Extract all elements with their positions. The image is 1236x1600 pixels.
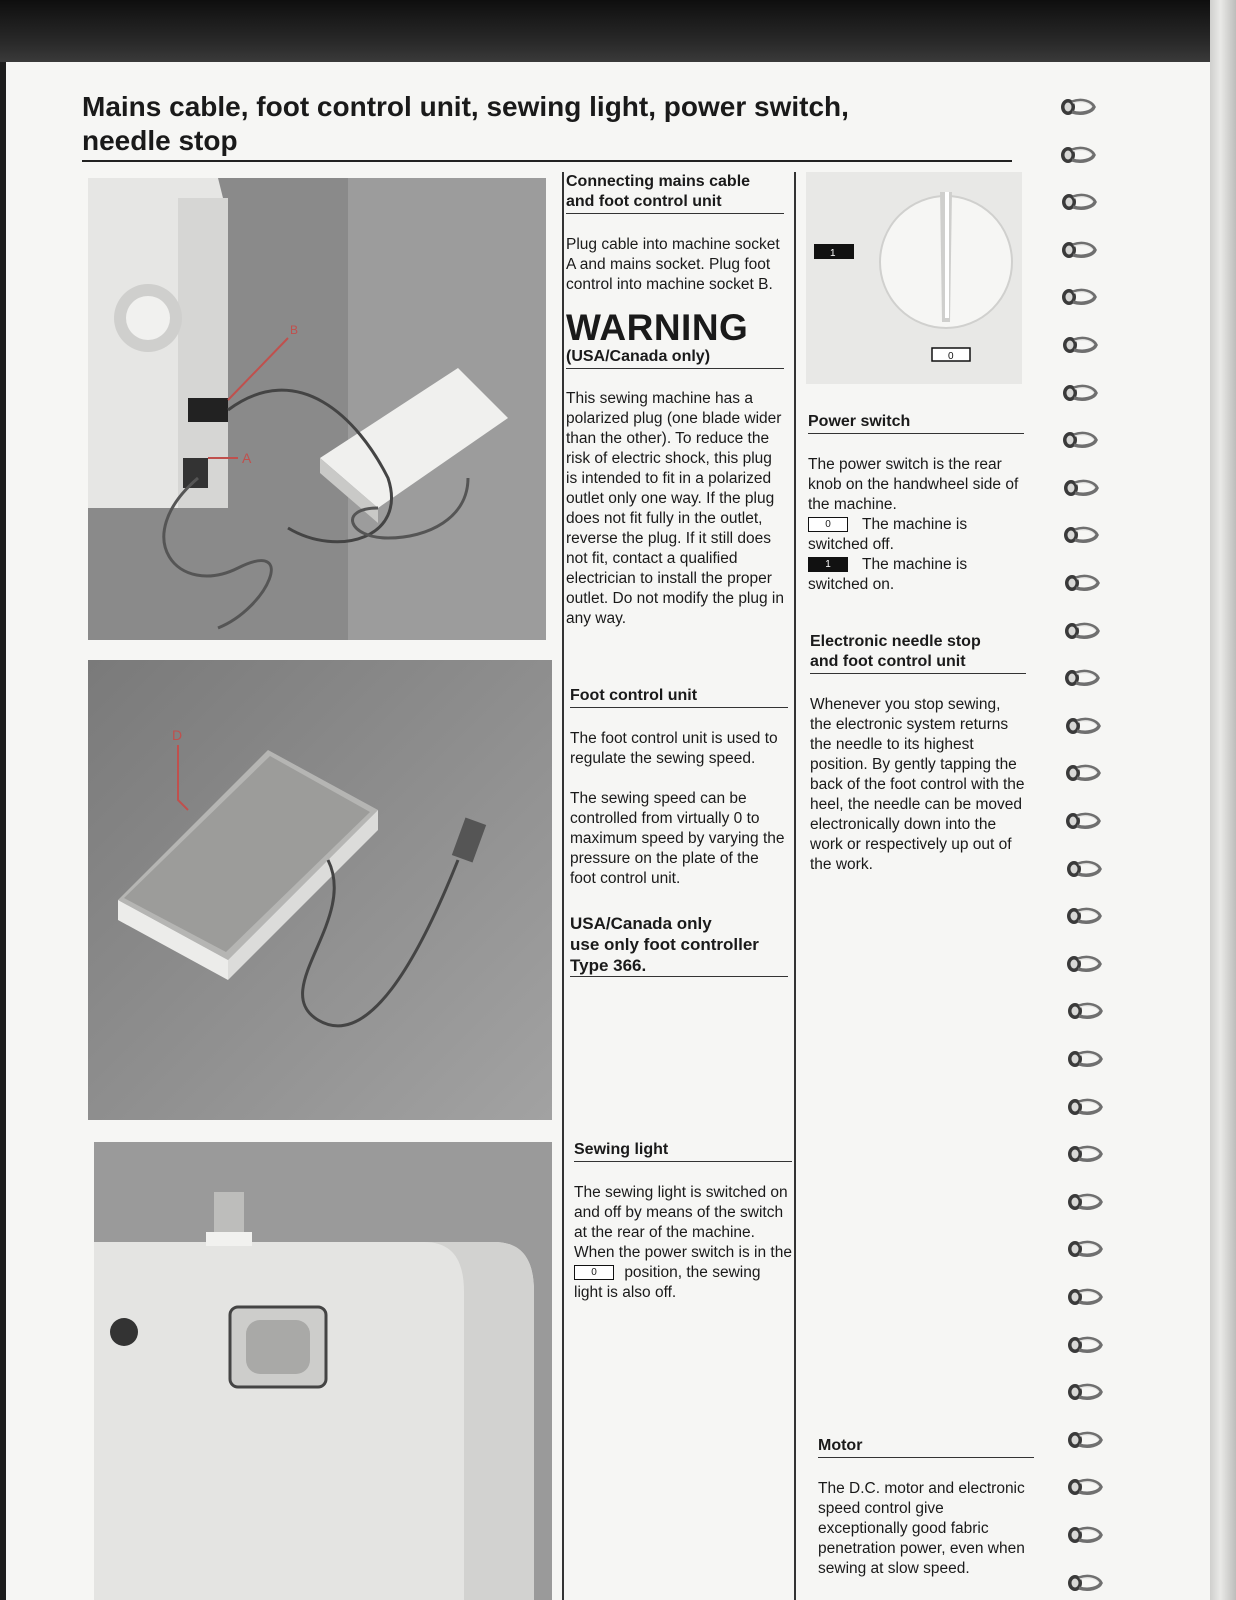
foot-control-text-2: The sewing speed can be controlled from virtually 0 to maximum speed by varying the pressure on the plate of the foot control unit. bbox=[570, 790, 785, 887]
binding-ring bbox=[1063, 524, 1099, 546]
off-position-symbol: 0 bbox=[574, 1265, 614, 1280]
warning-text: This sewing machine has a polarized plug (one blade wider than the other). To reduce the risk of electric shock, this plug is intended to fit in a polarized outlet only one way. If the plug does not fit fully in the outlet, reverse the plug. If it still does not fit, contact a qualified electrician to install the proper outlet. Do not modify the plug in any way. bbox=[566, 390, 784, 627]
binding-ring bbox=[1061, 191, 1097, 213]
binding-ring bbox=[1065, 715, 1101, 737]
page-right-edge bbox=[1210, 0, 1236, 1600]
needle-stop-heading: Electronic needle stop and foot control unit bbox=[810, 632, 1026, 674]
sewing-light-text-1: The sewing light is switched on and off by means of the switch at the rear of the machine. bbox=[574, 1184, 788, 1241]
binding-ring bbox=[1063, 477, 1099, 499]
photo-mains-cable bbox=[88, 178, 546, 640]
section-connecting bbox=[566, 172, 784, 629]
section-motor bbox=[818, 1436, 1034, 1579]
socket-b-label: B bbox=[290, 323, 299, 337]
connecting-heading: Connecting mains cable and foot control unit bbox=[566, 172, 784, 214]
binding-ring bbox=[1062, 382, 1098, 404]
motor-text: The D.C. motor and electronic speed control give exceptionally good fabric penetration power, even when sewing at slow speed. bbox=[818, 1480, 1025, 1577]
binding-ring bbox=[1067, 1191, 1103, 1213]
binding-ring bbox=[1061, 286, 1097, 308]
binding-ring bbox=[1067, 1429, 1103, 1451]
binding-ring bbox=[1060, 96, 1096, 118]
title-line-2: needle stop bbox=[82, 125, 238, 156]
binding-ring bbox=[1066, 905, 1102, 927]
usa-canada-note: USA/Canada only use only foot controller Type 366. bbox=[570, 913, 788, 977]
off-symbol: 0 bbox=[808, 517, 848, 532]
power-switch-text: The power switch is the rear knob on the handwheel side of the machine. bbox=[808, 456, 1019, 513]
binding-ring bbox=[1064, 620, 1100, 642]
binding-ring bbox=[1067, 1476, 1103, 1498]
foot-control-d-label: D bbox=[172, 727, 183, 743]
binding-ring bbox=[1064, 572, 1100, 594]
column-divider-1 bbox=[562, 172, 564, 1600]
scan-top-edge bbox=[0, 0, 1236, 62]
sewing-light-heading: Sewing light bbox=[574, 1140, 792, 1162]
warning-subheading: (USA/Canada only) bbox=[566, 347, 784, 369]
section-power-switch bbox=[808, 412, 1024, 595]
photo-power-switch bbox=[806, 172, 1022, 384]
title-line-1: Mains cable, foot control unit, sewing light, power switch, bbox=[82, 91, 849, 122]
switch-on-label: 1 bbox=[830, 248, 836, 259]
sewing-light-text-2: When the power switch is in the 0 position, the sewing light is also off. bbox=[574, 1244, 792, 1301]
binding-ring bbox=[1062, 429, 1098, 451]
binding-ring bbox=[1067, 1524, 1103, 1546]
foot-control-text-1: The foot control unit is used to regulate the sewing speed. bbox=[570, 730, 778, 767]
binding-ring bbox=[1065, 810, 1101, 832]
binding-ring bbox=[1062, 334, 1098, 356]
binding-ring bbox=[1067, 1572, 1103, 1594]
binding-ring bbox=[1065, 762, 1101, 784]
warning-heading: WARNING bbox=[566, 307, 749, 348]
photo-foot-control bbox=[88, 660, 552, 1120]
binding-ring bbox=[1066, 953, 1102, 975]
photo-sewing-light-switch bbox=[94, 1142, 552, 1600]
binding-ring bbox=[1066, 858, 1102, 880]
power-on-line: 1 The machine is switched on. bbox=[808, 556, 968, 593]
page-title bbox=[82, 90, 1012, 162]
binding-ring bbox=[1067, 1286, 1103, 1308]
power-switch-heading: Power switch bbox=[808, 412, 1024, 434]
section-sewing-light bbox=[574, 1140, 792, 1303]
binding-ring bbox=[1067, 1381, 1103, 1403]
socket-a-label: A bbox=[242, 450, 252, 466]
section-needle-stop bbox=[810, 632, 1026, 875]
binding-ring bbox=[1061, 239, 1097, 261]
binding-ring bbox=[1067, 1238, 1103, 1260]
binding-ring bbox=[1067, 1096, 1103, 1118]
section-foot-control bbox=[570, 686, 788, 977]
foot-control-heading: Foot control unit bbox=[570, 686, 788, 708]
connecting-text: Plug cable into machine socket A and mains socket. Plug foot control into machine socket B. bbox=[566, 236, 780, 293]
on-symbol: 1 bbox=[808, 557, 848, 572]
binding-ring bbox=[1067, 1000, 1103, 1022]
binding-ring bbox=[1060, 144, 1096, 166]
binding-ring bbox=[1064, 667, 1100, 689]
power-off-line: 0 The machine is switched off. bbox=[808, 516, 968, 553]
binding-ring bbox=[1067, 1048, 1103, 1070]
motor-heading: Motor bbox=[818, 1436, 1034, 1458]
switch-off-label: 0 bbox=[948, 351, 954, 362]
binding-ring bbox=[1067, 1143, 1103, 1165]
needle-stop-text: Whenever you stop sewing, the electronic system returns the needle to its highest position. By gently tapping the back of the foot control with the heel, the needle can be moved electronically down into the work or respectively up out of the work. bbox=[810, 696, 1025, 873]
binding-ring bbox=[1067, 1334, 1103, 1356]
column-divider-2 bbox=[794, 172, 796, 1600]
